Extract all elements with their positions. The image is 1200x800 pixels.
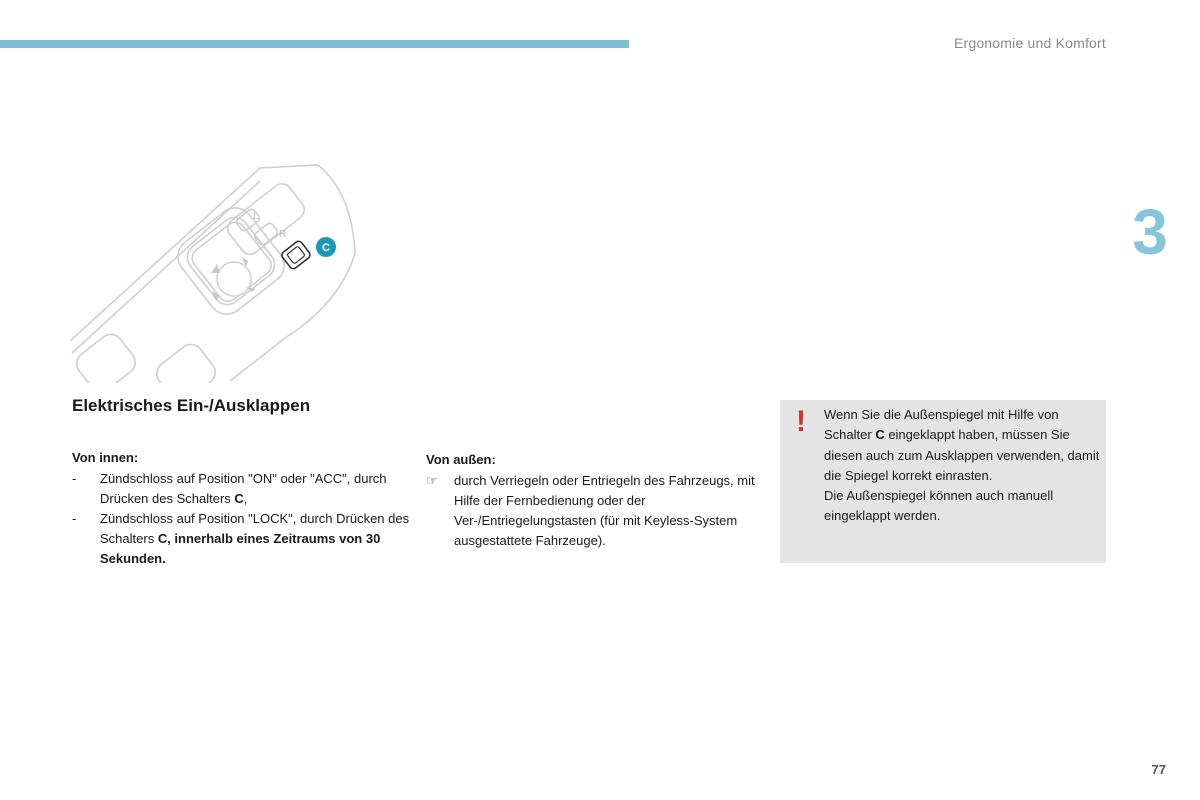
item-text: Zündschloss auf Position "LOCK", durch Drücken des Schalters	[100, 511, 410, 546]
inside-section	[72, 450, 417, 569]
pointing-hand-icon: ☞	[426, 473, 438, 488]
switch-label-r: R	[279, 229, 287, 240]
outside-heading: Von außen:	[426, 452, 496, 467]
inside-list	[72, 469, 417, 569]
switch-reference: C	[234, 491, 244, 506]
mirror-switch-illustration	[70, 163, 370, 383]
callout-c-label: C	[322, 242, 330, 254]
outside-section	[426, 452, 766, 551]
section-header: Ergonomie und Komfort	[953, 35, 1106, 51]
item-text: durch Verriegeln oder Entriegeln des Fahrzeugs, mit Hilfe der Fernbedienung oder der Ver-/Entriegelungstasten (für mit Keyless-System ausgestattete Fahrzeuge).	[454, 473, 755, 548]
inside-heading: Von innen:	[72, 450, 139, 465]
switch-reference: C	[875, 427, 885, 443]
switch-label-l: L	[253, 211, 259, 222]
warning-note: Die Außenspiegel können auch manuell eingeklappt werden.	[824, 488, 1054, 524]
page-number: 77	[1151, 762, 1166, 777]
list-item	[72, 509, 417, 569]
warning-exclamation-icon: !	[796, 405, 806, 438]
warning-text: Wenn Sie die Außenspiegel mit Hilfe von Schalter C eingeklappt haben, müssen Sie diesen auch zum Ausklappen verwenden, damit die Spiegel korrekt einrasten. Die Außenspiegel können auch manuell eingeklappt werden.	[824, 407, 1100, 524]
header-accent-bar	[0, 40, 629, 48]
item-text-end: ,	[243, 491, 248, 506]
chapter-number: 3	[1132, 196, 1168, 268]
page-title: Elektrisches Ein-/Ausklappen	[72, 396, 311, 415]
dash-marker: -	[72, 471, 77, 486]
outside-list	[426, 471, 766, 551]
dash-marker: -	[72, 511, 77, 526]
list-item	[426, 471, 766, 551]
item-text: Zündschloss auf Position "ON" oder "ACC", durch Drücken des Schalters	[100, 471, 387, 506]
list-item	[72, 469, 417, 509]
switch-reference: C, innerhalb eines Zeitraums von 30 Sekunden.	[100, 531, 381, 566]
warning-box	[780, 400, 1106, 563]
